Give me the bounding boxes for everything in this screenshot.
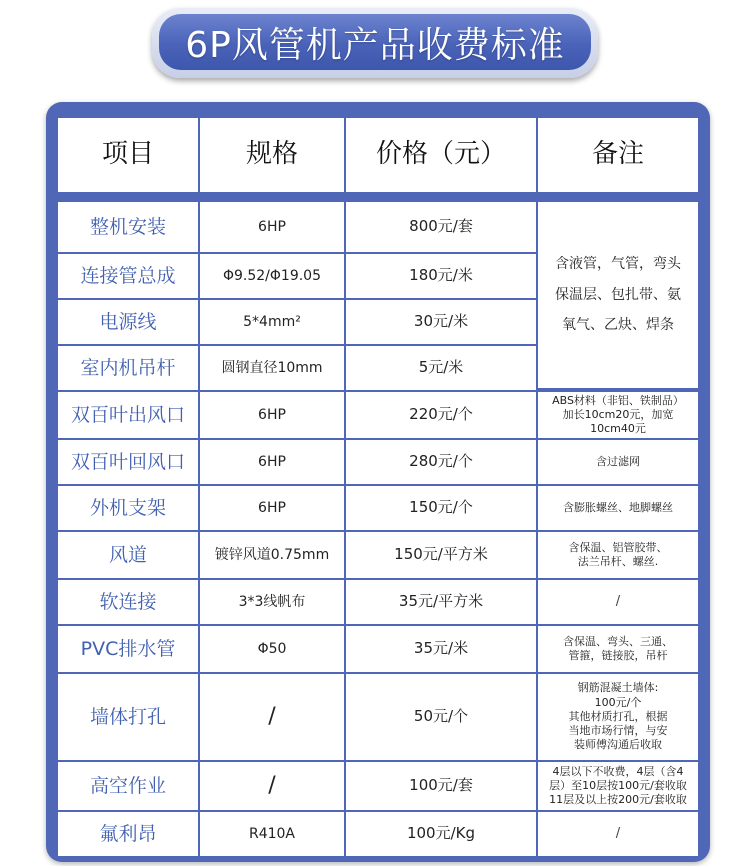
row-item-name: 双百叶回风口 — [58, 440, 198, 484]
row-item-name: 整机安装 — [58, 202, 198, 252]
header-price: 价格（元） — [346, 118, 536, 192]
row-spec: R410A — [200, 812, 344, 856]
row-price: 150元/个 — [346, 486, 536, 530]
row-spec: Φ50 — [200, 626, 344, 672]
row-price: 220元/个 — [346, 392, 536, 438]
title-banner — [152, 8, 598, 78]
row-item-name: PVC排水管 — [58, 626, 198, 672]
merged-note: 含液管，气管，弯头 保温层、包扎带、氨 氧气、乙炔、焊条 — [538, 202, 698, 388]
page-title: 6P风管机产品收费标准 — [159, 14, 591, 70]
row-spec: Φ9.52/Φ19.05 — [200, 254, 344, 298]
row-price: 150元/平方米 — [346, 532, 536, 578]
row-item-name: 风道 — [58, 532, 198, 578]
row-spec: 6HP — [200, 202, 344, 252]
row-note: 4层以下不收费，4层（含4 层）至10层按100元/套收取 11层及以上按200元/套收取 — [538, 762, 698, 810]
row-note: / — [538, 812, 698, 856]
row-spec: 6HP — [200, 392, 344, 438]
row-spec: 镀锌风道0.75mm — [200, 532, 344, 578]
price-table — [46, 102, 710, 862]
row-spec: 6HP — [200, 486, 344, 530]
row-item-name: 室内机吊杆 — [58, 346, 198, 390]
row-note: 含过滤网 — [538, 440, 698, 484]
row-note: 含保温、铝管胶带、 法兰吊杆、螺丝. — [538, 532, 698, 578]
row-price: 100元/Kg — [346, 812, 536, 856]
row-item-name: 电源线 — [58, 300, 198, 344]
row-price: 30元/米 — [346, 300, 536, 344]
row-note: 钢筋混凝土墙体: 100元/个 其他材质打孔，根据 当地市场行情，与安 装师傅沟通后收取 — [538, 674, 698, 760]
row-spec: / — [200, 762, 344, 810]
row-price: 5元/米 — [346, 346, 536, 390]
header-spec: 规格 — [200, 118, 344, 192]
row-note: 含膨胀螺丝、地脚螺丝 — [538, 486, 698, 530]
row-price: 100元/套 — [346, 762, 536, 810]
row-item-name: 高空作业 — [58, 762, 198, 810]
row-item-name: 连接管总成 — [58, 254, 198, 298]
row-note: 含保温、弯头、三通、 管箍，链接胶，吊杆 — [538, 626, 698, 672]
row-item-name: 双百叶出风口 — [58, 392, 198, 438]
row-item-name: 软连接 — [58, 580, 198, 624]
row-item-name: 氟利昂 — [58, 812, 198, 856]
row-price: 50元/个 — [346, 674, 536, 760]
row-note: ABS材料（非铝、铁制品） 加长10cm20元，加宽10cm40元 — [538, 392, 698, 438]
row-price: 35元/平方米 — [346, 580, 536, 624]
row-item-name: 墙体打孔 — [58, 674, 198, 760]
row-spec: 3*3线帆布 — [200, 580, 344, 624]
row-price: 280元/个 — [346, 440, 536, 484]
row-spec: / — [200, 674, 344, 760]
row-note: / — [538, 580, 698, 624]
header-item: 项目 — [58, 118, 198, 192]
row-price: 35元/米 — [346, 626, 536, 672]
header-note: 备注 — [538, 118, 698, 192]
row-price: 800元/套 — [346, 202, 536, 252]
row-spec: 5*4mm² — [200, 300, 344, 344]
row-price: 180元/米 — [346, 254, 536, 298]
row-item-name: 外机支架 — [58, 486, 198, 530]
row-spec: 6HP — [200, 440, 344, 484]
row-spec: 圆钢直径10mm — [200, 346, 344, 390]
